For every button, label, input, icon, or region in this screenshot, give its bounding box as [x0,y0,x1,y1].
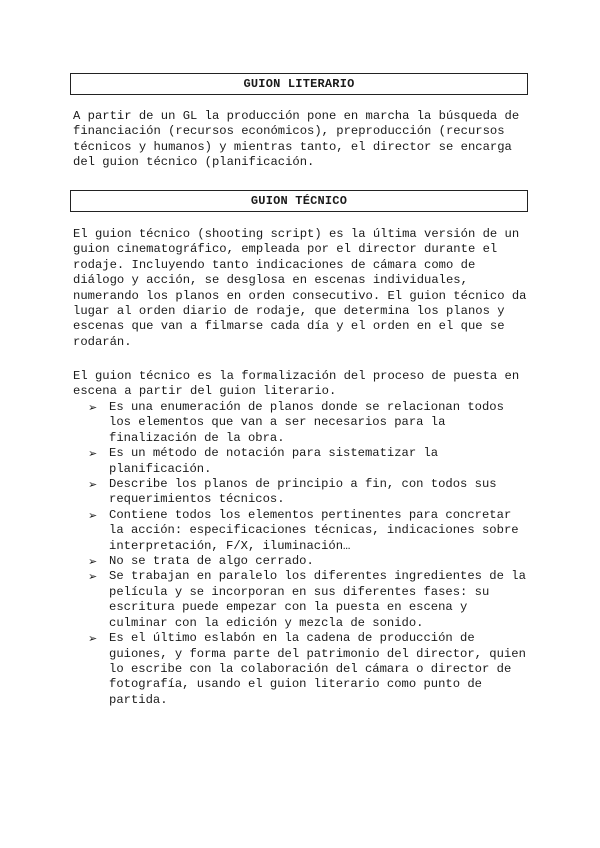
bullet-item: ➢ Es un método de notación para sistematizar la planificación. [88,446,439,476]
bullet-item: ➢ Describe los planos de principio a fin, con todos sus requerimientos técnicos. [88,477,497,507]
paragraph-intro: El guion técnico es la formalización del proceso de puesta en escena a partir del guion literario. [73,369,520,399]
bullet-item: ➢ Es el último eslabón en la cadena de producción de guiones, y forma parte del patrimonio del director, quien lo escribe con la colaboración del cámara o director de fotografía, usando el guion literario como punto de partida. [88,631,526,707]
bullet-item: ➢ No se trata de algo cerrado. [88,554,314,569]
section-heading-guion-literario [70,73,528,95]
bullet-list [88,400,533,708]
arrow-bullet-icon: ➢ [88,478,98,492]
section-heading-text: GUION LITERARIO [243,77,355,91]
paragraph-guion-literario: A partir de un GL la producción pone en marcha la búsqueda de financiación (recursos económicos), preproducción (recursos técnicos y humanos) y mientras tanto, el director se encarga del guion técnico (planificación. [73,109,520,170]
bullet-item: ➢ Es una enumeración de planos donde se relacionan todos los elementos que van a ser necesarios para la finalización de la obra. [88,400,504,445]
bullet-item: ➢ Contiene todos los elementos pertinentes para concretar la acción: especificaciones técnicas, indicaciones sobre interpretación, F/X, iluminación… [88,507,519,553]
arrow-bullet-icon: ➢ [88,401,98,414]
paragraph-guion-tecnico: El guion técnico (shooting script) es la última versión de un guion cinematográfico, empleada por el director durante el rodaje. Incluyendo tanto indicaciones de cámara como de diálogo y acción, se desglosa en escenas individuales, numerando los planos en orden consecutivo. El guion técnico da lugar al orden diario de rodaje, que determina los planos y escenas que van a filmarse cada día y el orden en el que se rodarán. [73,227,527,349]
bullet-item: ➢ Se trabajan en paralelo los diferentes ingredientes de la película y se incorporan en sus diferentes fases: su escritura puede empezar con la puesta en escena y culminar con la edición y mezcla de sonido. [88,569,526,630]
section-heading-guion-tecnico [70,190,528,212]
arrow-bullet-icon: ➢ [88,508,98,522]
arrow-bullet-icon: ➢ [88,570,98,584]
arrow-bullet-icon: ➢ [88,447,98,461]
arrow-bullet-icon: ➢ [88,632,98,646]
arrow-bullet-icon: ➢ [88,555,98,569]
section-heading-text: GUION TÉCNICO [250,194,348,208]
